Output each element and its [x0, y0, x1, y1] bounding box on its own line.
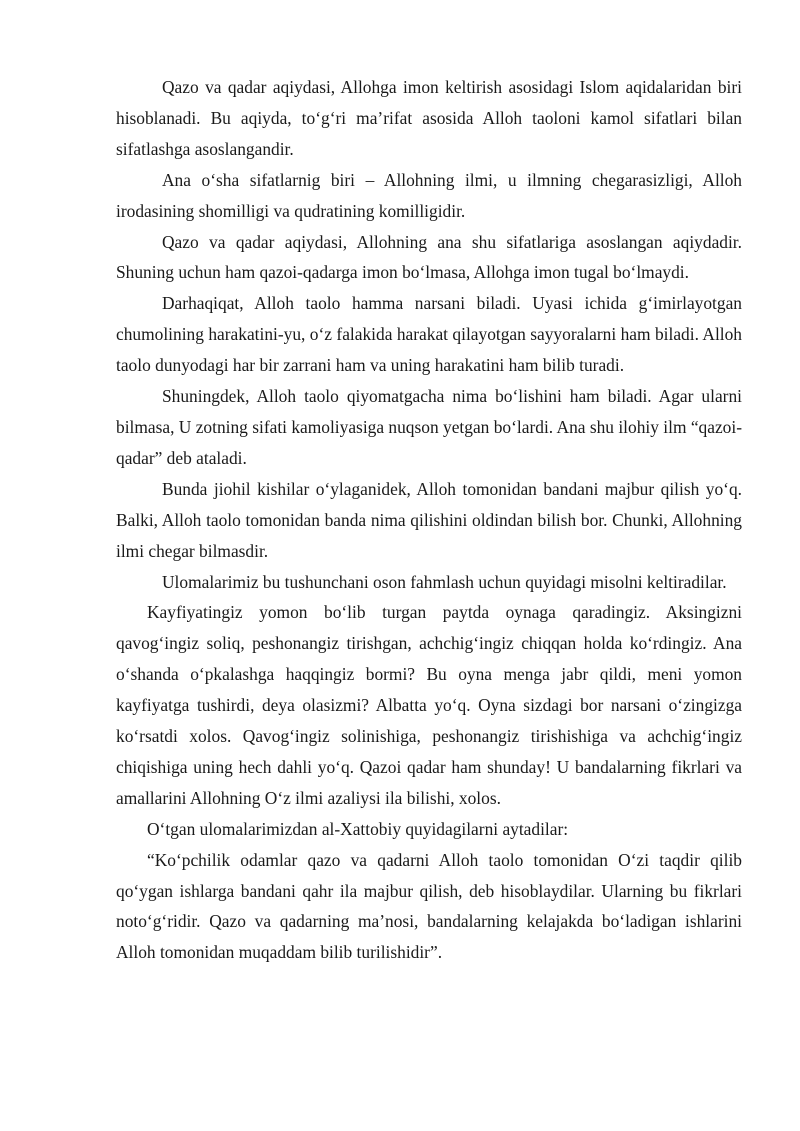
paragraph-1: Qazo va qadar aqiydasi, Allohga imon keltirish asosidagi Islom aqidalaridan biri hisoblanadi. Bu aqiyda, to‘g‘ri ma’rifat asosida Alloh taoloni kamol sifatlari bilan sifatlashga asoslangandir.	[116, 77, 742, 159]
paragraph-3: Qazo va qadar aqiydasi, Allohning ana shu sifatlariga asoslangan aqiydadir. Shuning uchun ham qazoi-qadarga imon bo‘lmasa, Allohga imon tugal bo‘lmaydi.	[116, 231, 742, 283]
paragraph-5: Shuningdek, Alloh taolo qiyomatgacha nima bo‘lishini ham biladi. Agar ularni bilmasa, U zotning sifati kamoliyasiga nuqson yetgan bo‘lardi. Ana shu ilohiy ilm “qazoi-qadar” deb ataladi.	[116, 386, 742, 468]
paragraph-2: Ana o‘sha sifatlarnig biri – Allohning ilmi, u ilmning chegarasizligi, Alloh irodasining shomilligi va qudratining komilligidir.	[116, 169, 742, 221]
paragraph-8: Kayfiyatingiz yomon bo‘lib turgan paytda oynaga qaradingiz. Aksingizni qavog‘ingiz soliq, peshonangiz tirishgan, achchig‘ingiz chiqqan holda ko‘rdingiz. Ana o‘shanda o‘pkalashga haqqingiz bormi? Bu oyna menga jabr qildi, meni yomon kayfiyatga tushirdi, deya olasizmi? Albatta yo‘q. Oyna sizdagi bor narsani o‘zingizga ko‘rsatdi xolos. Qavog‘ingiz solinishiga, peshonangiz tirishishiga va achchig‘ingiz chiqishiga uning hech dahli yo‘q. Qazoi qadar ham shunday! U bandalarning fikrlari va amallarini Allohning O‘z ilmi azaliysi ila bilishi, xolos.	[116, 602, 742, 808]
paragraph-7: Ulomalarimiz bu tushunchani oson fahmlash uchun quyidagi misolni keltiradilar.	[162, 571, 727, 592]
document-page	[116, 72, 742, 968]
paragraph-10: “Ko‘pchilik odamlar qazo va qadarni Alloh taolo tomonidan O‘zi taqdir qilib qo‘ygan ishlarga bandani qahr ila majbur qilish, deb hisoblaydilar. Ularning bu fikrlari noto‘g‘ridir. Qazo va qadarning ma’nosi, bandalarning kelajakda bo‘ladigan ishlarini Alloh tomonidan muqaddam bilib turilishidir”.	[116, 849, 742, 963]
paragraph-9: O‘tgan ulomalarimizdan al-Xattobiy quyidagilarni aytadilar:	[147, 818, 569, 839]
paragraph-6: Bunda jiohil kishilar o‘ylaganidek, Alloh tomonidan bandani majbur qilish yo‘q. Balki, Alloh taolo tomonidan banda nima qilishini oldindan bilish bor. Chunki, Allohning ilmi chegar bilmasdir.	[116, 478, 742, 561]
paragraph-4: Darhaqiqat, Alloh taolo hamma narsani biladi. Uyasi ichida g‘imirlayotgan chumolining harakatini-yu, o‘z falakida harakat qilayotgan sayyoralarni ham biladi. Alloh taolo dunyodagi har bir zarrani ham va uning harakatini ham bilib turadi.	[116, 293, 742, 376]
